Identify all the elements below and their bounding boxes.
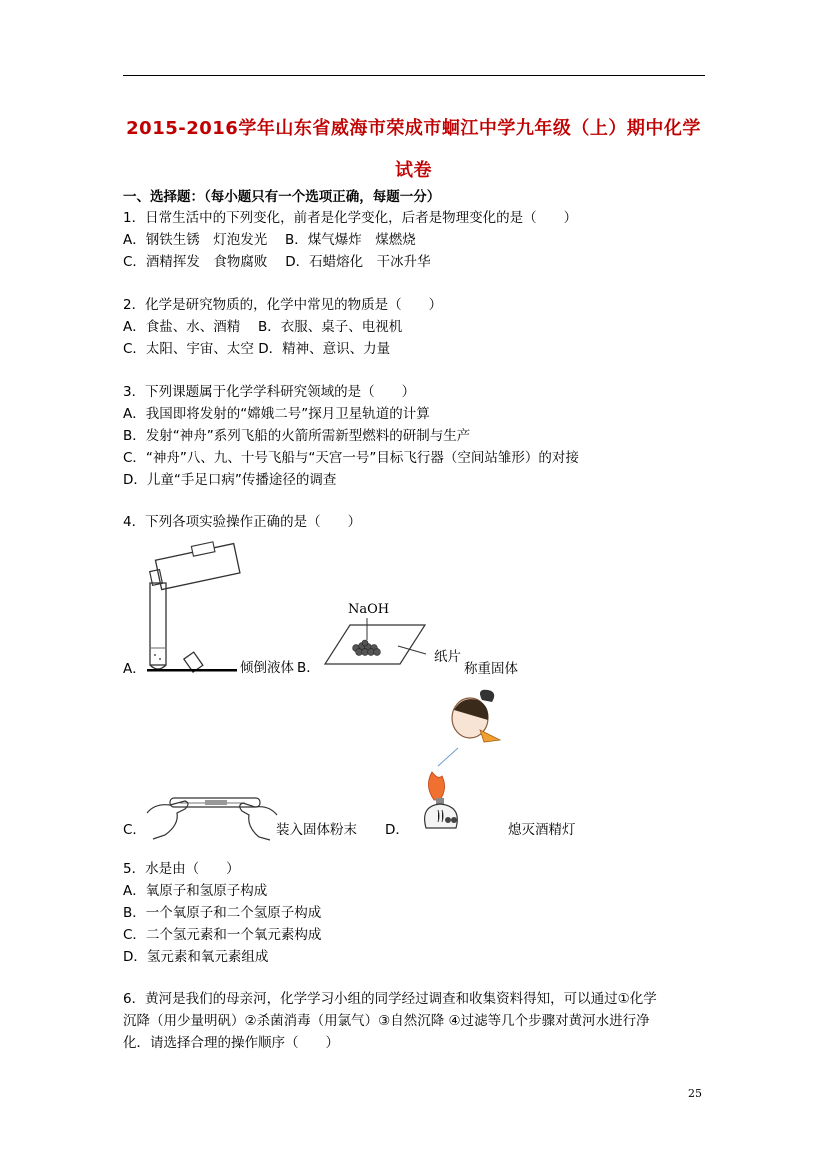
exam-title: 2015-2016学年山东省威海市荣成市蛔江中学九年级（上）期中化学	[126, 118, 701, 139]
loading-powder-figure	[145, 795, 280, 840]
option-d-letter: D．	[385, 822, 409, 838]
exam-title-continued: 试卷	[395, 160, 432, 181]
question-2-options-ab: A．食盐、水、酒精 B．衣服、桌子、电视机	[123, 319, 403, 335]
option-b-letter: B．	[297, 660, 320, 676]
question-6-stem-line2: 沉降（用少量明矾）②杀菌消毒（用氯气）③自然沉降 ④过滤等几个步骤对黄河水进行净	[123, 1013, 650, 1029]
option-b-caption: 称重固体	[464, 661, 518, 677]
question-5-option-c: C．二个氢元素和一个氧元素构成	[123, 927, 322, 943]
option-c-letter: C．	[123, 822, 146, 838]
paper-label: 纸片	[434, 649, 461, 665]
option-a-caption: 倾倒液体	[240, 660, 294, 676]
section-heading: 一、选择题：（每小题只有一个选项正确，每题一分）	[123, 189, 441, 205]
option-a-letter: A．	[123, 661, 146, 677]
question-1-options-cd: C．酒精挥发 食物腐败 D．石蜡熔化 干冰升华	[123, 254, 431, 270]
question-5-stem: 5．水是由（ ）	[123, 861, 240, 877]
question-1-stem: 1．日常生活中的下列变化，前者是化学变化，后者是物理变化的是（ ）	[123, 210, 578, 226]
option-c-caption: 装入固体粉末	[276, 822, 357, 838]
page-number: 25	[688, 1087, 702, 1100]
question-1-options-ab: A．钢铁生锈 灯泡发光 B．煤气爆炸 煤燃烧	[123, 232, 416, 248]
weighing-paper-figure	[320, 618, 430, 668]
header-rule	[123, 75, 705, 76]
question-5-option-d: D．氢元素和氧元素组成	[123, 949, 269, 965]
question-4-stem: 4．下列各项实验操作正确的是（ ）	[123, 514, 362, 530]
question-3-option-c: C．“神舟”八、九、十号飞船与“天宫一号”目标飞行器（空间站雏形）的对接	[123, 450, 579, 466]
option-d-caption: 熄灭酒精灯	[508, 822, 576, 838]
question-3-option-d: D．儿童“手足口病”传播途径的调查	[123, 472, 337, 488]
question-3-option-b: B．发射“神舟”系列飞船的火箭所需新型燃料的研制与生产	[123, 428, 471, 444]
alcohol-lamp-figure	[418, 688, 503, 830]
question-3-stem: 3．下列课题属于化学学科研究领域的是（ ）	[123, 384, 416, 400]
pouring-liquid-figure	[145, 543, 245, 673]
question-2-stem: 2．化学是研究物质的，化学中常见的物质是（ ）	[123, 297, 443, 313]
question-3-option-a: A．我国即将发射的“嫦娥二号”探月卫星轨道的计算	[123, 406, 430, 422]
question-5-option-a: A．氧原子和氢原子构成	[123, 883, 268, 899]
question-2-options-cd: C．太阳、宇宙、太空 D．精神、意识、力量	[123, 341, 391, 357]
question-6-stem-line3: 化．请选择合理的操作顺序（ ）	[123, 1035, 339, 1051]
question-5-option-b: B．一个氧原子和二个氢原子构成	[123, 905, 322, 921]
naoh-label: NaOH	[348, 602, 390, 617]
question-6-stem-line1: 6．黄河是我们的母亲河，化学学习小组的同学经过调查和收集资料得知，可以通过①化学	[123, 991, 657, 1007]
